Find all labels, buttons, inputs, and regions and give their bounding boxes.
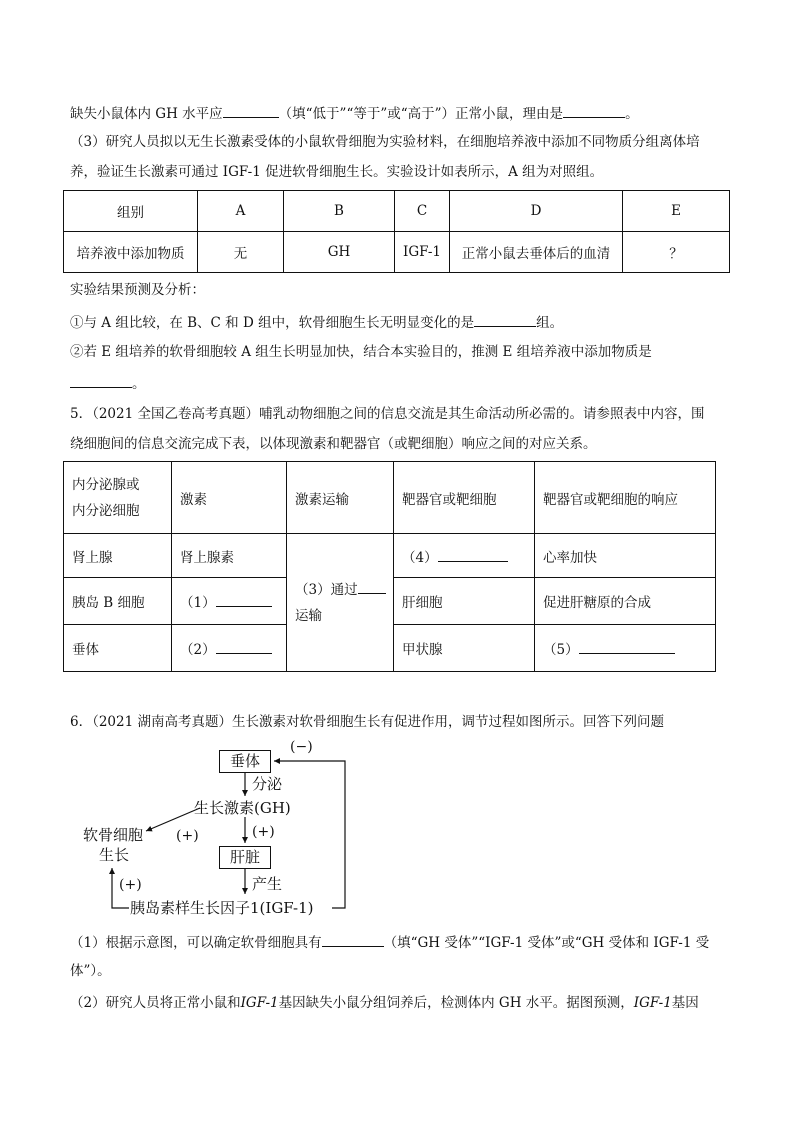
table-cell: IGF-1	[395, 232, 450, 273]
table-cell: E	[623, 191, 730, 232]
cell-line: 内分泌细胞	[72, 502, 140, 519]
cartilage-label: 软骨细胞	[83, 826, 144, 844]
text-line	[70, 932, 709, 952]
table-cell: 促进肝糖原的合成	[535, 578, 716, 625]
negative-feedback-label: (−)	[290, 739, 313, 755]
text-fragment: 。	[132, 376, 146, 392]
cell-line: 运输	[295, 607, 322, 624]
positive-label: (+)	[252, 824, 275, 840]
question-6-line: 6．（2021 湖南高考真题）生长激素对软骨细胞生长有促进作用，调节过程如图所示。回答下列问题	[70, 714, 664, 730]
table-cell: 正常小鼠去垂体后的血清	[450, 232, 623, 273]
table-cell: 靶器官或靶细胞的响应	[535, 462, 716, 534]
text-fragment: 基因缺失小鼠分组饲养后，检测体内 GH 水平。据图预测，	[278, 995, 634, 1011]
text-line: ②若 E 组培养的软骨细胞较 A 组生长明显加快，结合本实验目的，推测 E 组培养液中添加物质是	[70, 344, 652, 360]
table-cell: 胰岛 B 细胞	[64, 578, 172, 625]
positive-label: (+)	[119, 877, 142, 893]
liver-box: 肝脏	[219, 846, 271, 869]
table-cell: 激素运输	[287, 462, 394, 534]
text-line: （3）研究人员拟以无生长激素受体的小鼠软骨细胞为实验材料，在细胞培养液中添加不同物质分组离体培	[70, 134, 700, 150]
table-cell: A	[198, 191, 284, 232]
secrete-label: 分泌	[252, 775, 283, 793]
text-fragment: （填“GH 受体”“IGF-1 受体”或“GH 受体和 IGF-1 受	[383, 935, 710, 951]
feedback-arrow	[274, 761, 345, 908]
table-cell: 心率加快	[535, 534, 716, 578]
table-cell: 肝细胞	[394, 578, 535, 625]
table-cell: B	[284, 191, 395, 232]
table-cell: 无	[198, 232, 284, 273]
table-cell: 培养液中添加物质	[64, 232, 198, 273]
igf-label: 胰岛素样生长因子1(IGF-1)	[130, 899, 314, 917]
text-fragment: （1）根据示意图，可以确定软骨细胞具有	[70, 935, 322, 951]
gene-name: IGF-1	[633, 995, 672, 1011]
table-cell: 组别	[64, 191, 198, 232]
text-fragment: ①与 A 组比较，在 B、C 和 D 组中，软骨细胞生长无明显变化的是	[70, 315, 475, 331]
table-cell: 靶器官或靶细胞	[394, 462, 535, 534]
text-fragment: （填“低于”“等于”或“高于”）正常小鼠，理由是	[278, 106, 564, 122]
cell-line: 内分泌腺或	[72, 476, 140, 493]
text-fragment: 组。	[536, 315, 564, 331]
produce-label: 产生	[252, 875, 283, 893]
cartilage-growth-label: 生长	[99, 846, 130, 864]
gh-label: 生长激素(GH)	[194, 799, 291, 817]
text-fragment: （4）	[402, 549, 438, 566]
table-cell: 肾上腺素	[172, 534, 287, 578]
table-cell: GH	[284, 232, 395, 273]
table-cell: 激素	[172, 462, 287, 534]
text-fragment: （2）	[180, 642, 216, 658]
text-fragment: （5）	[543, 642, 579, 658]
question-5-line: 5．（2021 全国乙卷高考真题）哺乳动物细胞之间的信息交流是其生命活动所必需的。请参照表中内容，围	[70, 406, 705, 422]
table-cell: 甲状腺	[394, 625, 535, 672]
text-fragment: （1）	[180, 595, 216, 611]
text-fragment: （2）研究人员将正常小鼠和	[70, 995, 241, 1011]
table-cell: D	[450, 191, 623, 232]
text-fragment: 。	[625, 106, 639, 122]
pituitary-box: 垂体	[219, 750, 271, 773]
table-cell: 肾上腺	[64, 534, 172, 578]
text-fragment: （3）通过	[295, 581, 358, 598]
text-fragment: 基因	[671, 995, 699, 1011]
text-fragment: 缺失小鼠体内 GH 水平应	[70, 106, 223, 122]
answer-blank[interactable]	[322, 932, 384, 947]
table-cell: ？	[623, 232, 730, 273]
text-line: 实验结果预测及分析：	[70, 282, 205, 298]
question-5-line: 绕细胞间的信息交流完成下表，以体现激素和靶器官（或靶细胞）响应之间的对应关系。	[70, 436, 597, 452]
table-cell: C	[395, 191, 450, 232]
text-line: 体”）。	[70, 963, 111, 979]
table-cell: 垂体	[64, 625, 172, 672]
gene-name: IGF-1	[240, 995, 279, 1011]
text-line: 养，验证生长激素可通过 IGF-1 促进软骨细胞生长。实验设计如表所示，A 组为对照组。	[70, 164, 604, 180]
text-line	[70, 994, 699, 1012]
positive-label: (+)	[176, 828, 199, 844]
